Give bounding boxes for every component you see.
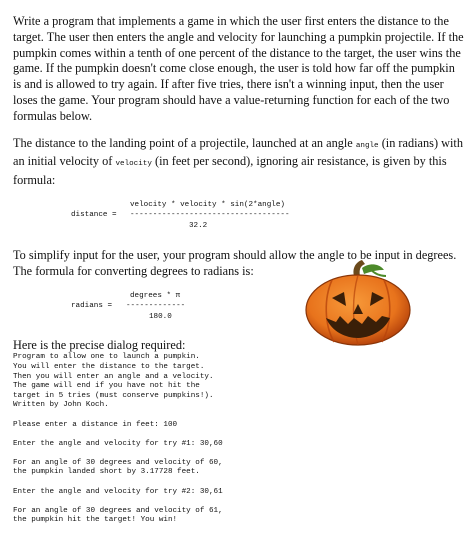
dialog-line: For an angle of 30 degrees and velocity of 61, [13,506,223,515]
distance-label: distance = [71,211,117,220]
conversion-paragraph: To simplify input for the user, your program should allow the angle to be input in degrees. The formula for converting degrees to radians is: [13,247,457,278]
pumpkin-image [302,258,414,348]
dialog-line: the pumpkin hit the target! You win! [13,516,178,525]
radians-denominator: 180.0 [149,312,172,321]
sample-dialog [13,353,465,526]
dialog-block [13,353,465,411]
dialog-line: For an angle of 30 degrees and velocity of 60, [13,458,223,467]
distance-text-1: The distance to the landing point of a projectile, launched at an angle [13,135,353,150]
dialog-block [13,421,465,431]
distance-text-3: (in feet per second), ignoring air resistance, is given by this formula: [13,154,447,188]
dialog-block [13,440,465,450]
distance-numerator: velocity * velocity * sin(2*angle) [130,200,285,209]
dialog-block [13,459,465,478]
dialog-block [13,488,465,498]
dialog-line: Then you will enter an angle and a velocity. [13,372,214,381]
dialog-line: You will enter the distance to the target. [13,362,205,371]
dialog-line: The game will end if you have not hit the [13,382,200,391]
velocity-code: velocity [115,160,152,169]
distance-fraction-bar: ----------------------------------- [130,211,290,220]
intro-paragraph: Write a program that implements a game in which the user first enters the distance to the target. The user then enters the angle and velocity for launching a pumpkin projectile. If the pumpkin comes within a tenth of one percent of the distance to the target, the user wins the game. If the pumpkin doesn't come close enough, the user is told how far off the pumpkin is and is allowed to try again. If after five tries, there isn't a winning input, then the user loses the game. Your program should have a value-returning function for each of the two formulas below. [13,14,464,123]
radians-label: radians = [71,302,113,311]
dialog-heading: Here is the precise dialog required: [13,337,186,352]
dialog-line: Enter the angle and velocity for try #1: 30,60 [13,439,223,448]
dialog-line: Program to allow one to launch a pumpkin. [13,353,200,362]
distance-text-2: (in radians) with an initial velocity of [13,135,463,169]
distance-paragraph [13,136,465,189]
radians-fraction-bar: ------------- [126,302,186,311]
dialog-block [13,507,465,526]
dialog-line: Please enter a distance in feet: 100 [13,420,178,429]
distance-denominator: 32.2 [189,221,208,230]
dialog-line: Written by John Koch. [13,401,109,410]
distance-formula [13,200,465,236]
dialog-line: Enter the angle and velocity for try #2: 30,61 [13,487,223,496]
dialog-line: target in 5 tries (must conserve pumpkins!). [13,391,214,400]
jack-o-lantern-icon [302,258,414,348]
radians-numerator: degrees * π [130,291,181,300]
angle-code: angle [355,141,379,150]
dialog-line: the pumpkin landed short by 3.17728 feet. [13,468,200,477]
